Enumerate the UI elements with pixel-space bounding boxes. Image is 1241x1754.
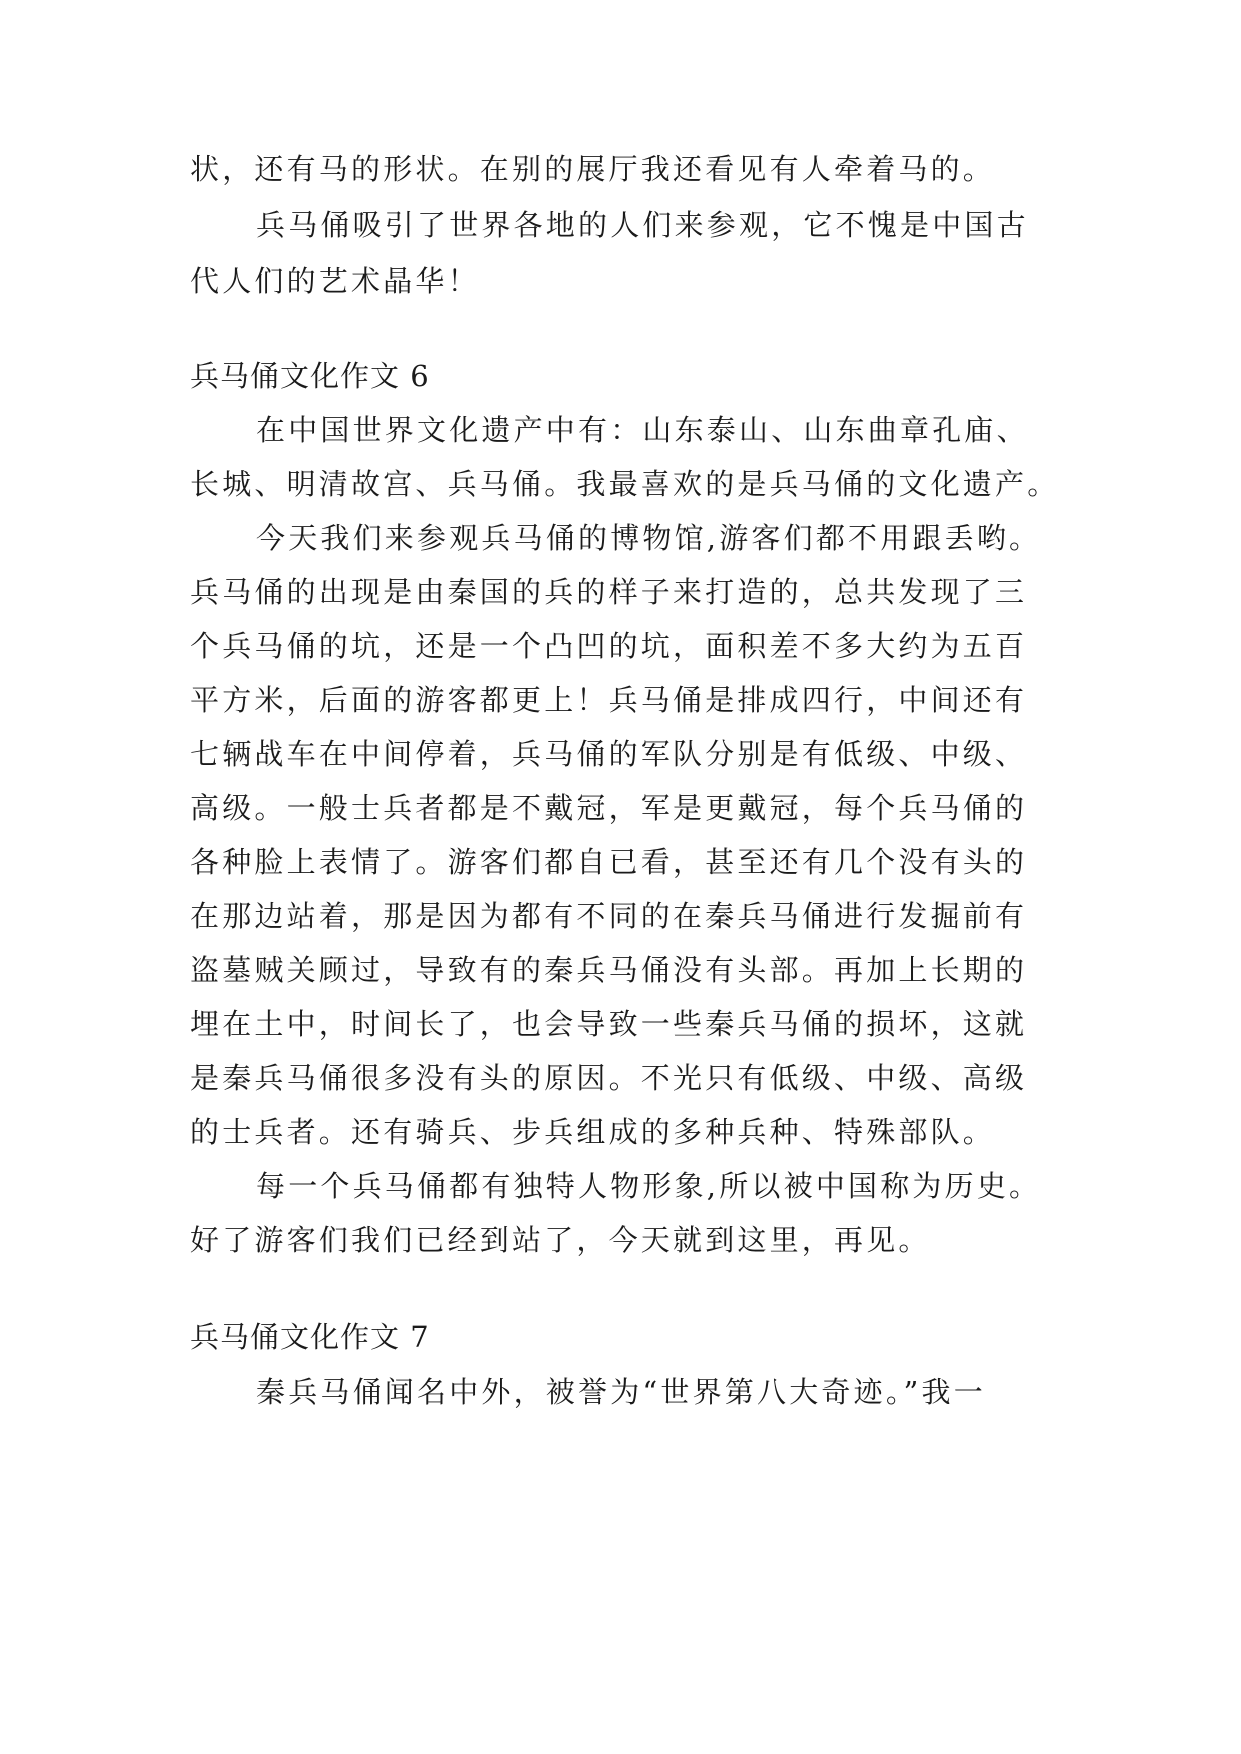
text-line: 代人们的艺术晶华！ [190, 264, 480, 298]
paragraph-start-line: 秦兵马俑闻名中外，被誉为“世界第八大奇迹。”我一 [256, 1375, 986, 1409]
paragraph-start-line: 在中国世界文化遗产中有：山东泰山、山东曲章孔庙、 [256, 413, 1029, 447]
text-line: 七辆战车在中间停着，兵马俑的军队分别是有低级、中级、 [190, 737, 1028, 771]
paragraph-start-line: 今天我们来参观兵马俑的博物馆,游客们都不用跟丢哟。 [256, 521, 1042, 555]
text-line: 的士兵者。还有骑兵、步兵组成的多种兵种、特殊部队。 [190, 1115, 996, 1149]
text-line: 埋在土中，时间长了，也会导致一些秦兵马俑的损坏，这就 [190, 1007, 1028, 1041]
section-heading: 兵马俑文化作文 7 [190, 1320, 430, 1354]
section-heading: 兵马俑文化作文 6 [190, 359, 430, 393]
paragraph-start-line: 每一个兵马俑都有独特人物形象,所以被中国称为历史。 [256, 1169, 1042, 1203]
text-line: 盗墓贼关顾过，导致有的秦兵马俑没有头部。再加上长期的 [190, 953, 1028, 987]
text-line: 状，还有马的形状。在别的展厅我还看见有人牵着马的。 [190, 152, 996, 186]
text-line: 高级。一般士兵者都是不戴冠，军是更戴冠，每个兵马俑的 [190, 791, 1028, 825]
text-line: 长城、明清故宫、兵马俑。我最喜欢的是兵马俑的文化遗产。 [190, 467, 1060, 501]
text-line: 是秦兵马俑很多没有头的原因。不光只有低级、中级、高级 [190, 1061, 1028, 1095]
text-line: 好了游客们我们已经到站了，今天就到这里，再见。 [190, 1223, 931, 1257]
text-line: 各种脸上表情了。游客们都自已看，甚至还有几个没有头的 [190, 845, 1028, 879]
paragraph-start-line: 兵马俑吸引了世界各地的人们来参观，它不愧是中国古 [256, 208, 1029, 242]
text-line: 在那边站着，那是因为都有不同的在秦兵马俑进行发掘前有 [190, 899, 1028, 933]
text-line: 兵马俑的出现是由秦国的兵的样子来打造的，总共发现了三 [190, 575, 1028, 609]
text-line: 个兵马俑的坑，还是一个凸凹的坑，面积差不多大约为五百 [190, 629, 1028, 663]
text-line: 平方米，后面的游客都更上！兵马俑是排成四行，中间还有 [190, 683, 1028, 717]
